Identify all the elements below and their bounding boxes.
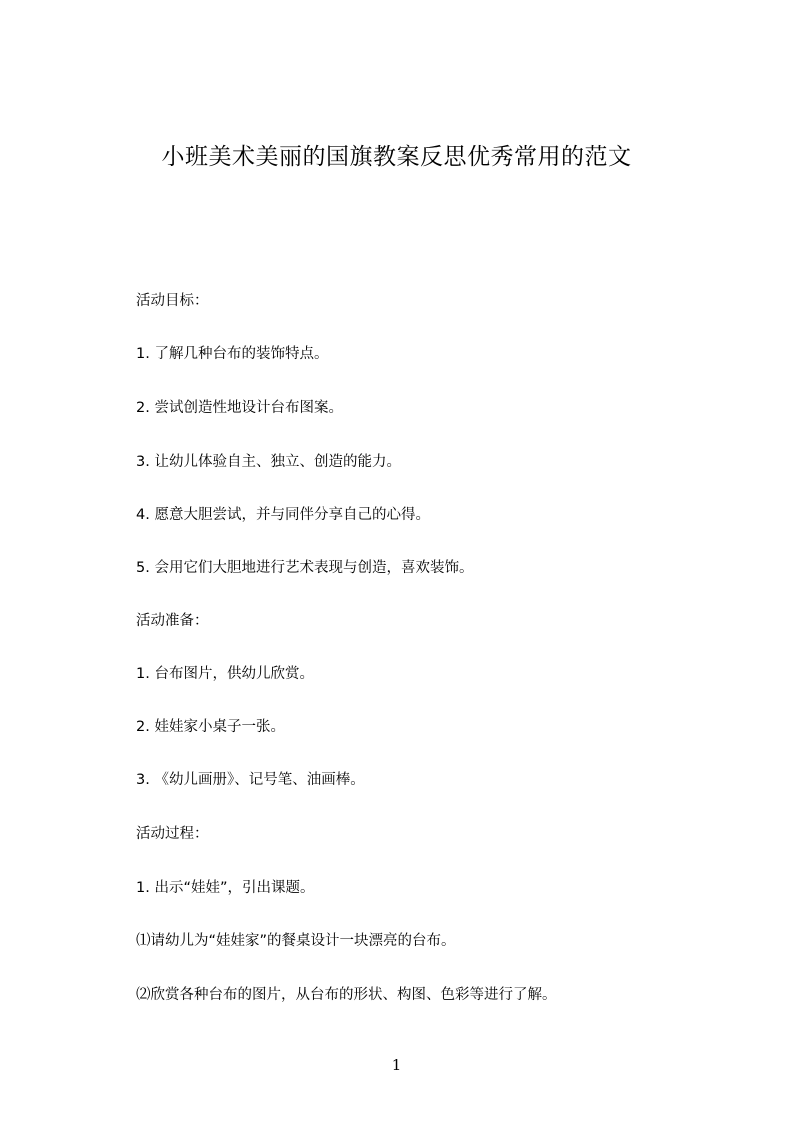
- paragraph-line: 1. 出示“娃娃”，引出课题。: [136, 880, 315, 896]
- section-heading-process: 活动过程：: [136, 826, 209, 842]
- paragraph-line: 1. 了解几种台布的装饰特点。: [136, 346, 329, 362]
- paragraph-line: 4. 愿意大胆尝试，并与同伴分享自己的心得。: [136, 507, 430, 523]
- section-heading-preparation: 活动准备：: [136, 613, 209, 629]
- paragraph-line: ⑴请幼儿为“娃娃家”的餐桌设计一块漂亮的台布。: [136, 933, 456, 949]
- page-number: 1: [391, 1056, 402, 1074]
- paragraph-line: 2. 娃娃家小桌子一张。: [136, 719, 285, 735]
- document-title: 小班美术美丽的国旗教案反思优秀常用的范文: [161, 144, 632, 170]
- paragraph-line: 5. 会用它们大胆地进行艺术表现与创造，喜欢装饰。: [136, 560, 474, 576]
- paragraph-line: 1. 台布图片，供幼儿欣赏。: [136, 666, 314, 682]
- section-heading-goals: 活动目标：: [136, 293, 209, 309]
- paragraph-line: ⑵欣赏各种台布的图片，从台布的形状、构图、色彩等进行了解。: [136, 987, 557, 1003]
- paragraph-line: 3. 《幼儿画册》、记号笔、油画棒。: [136, 772, 365, 788]
- paragraph-line: 2. 尝试创造性地设计台布图案。: [136, 400, 343, 416]
- paragraph-line: 3. 让幼儿体验自主、独立、创造的能力。: [136, 454, 401, 470]
